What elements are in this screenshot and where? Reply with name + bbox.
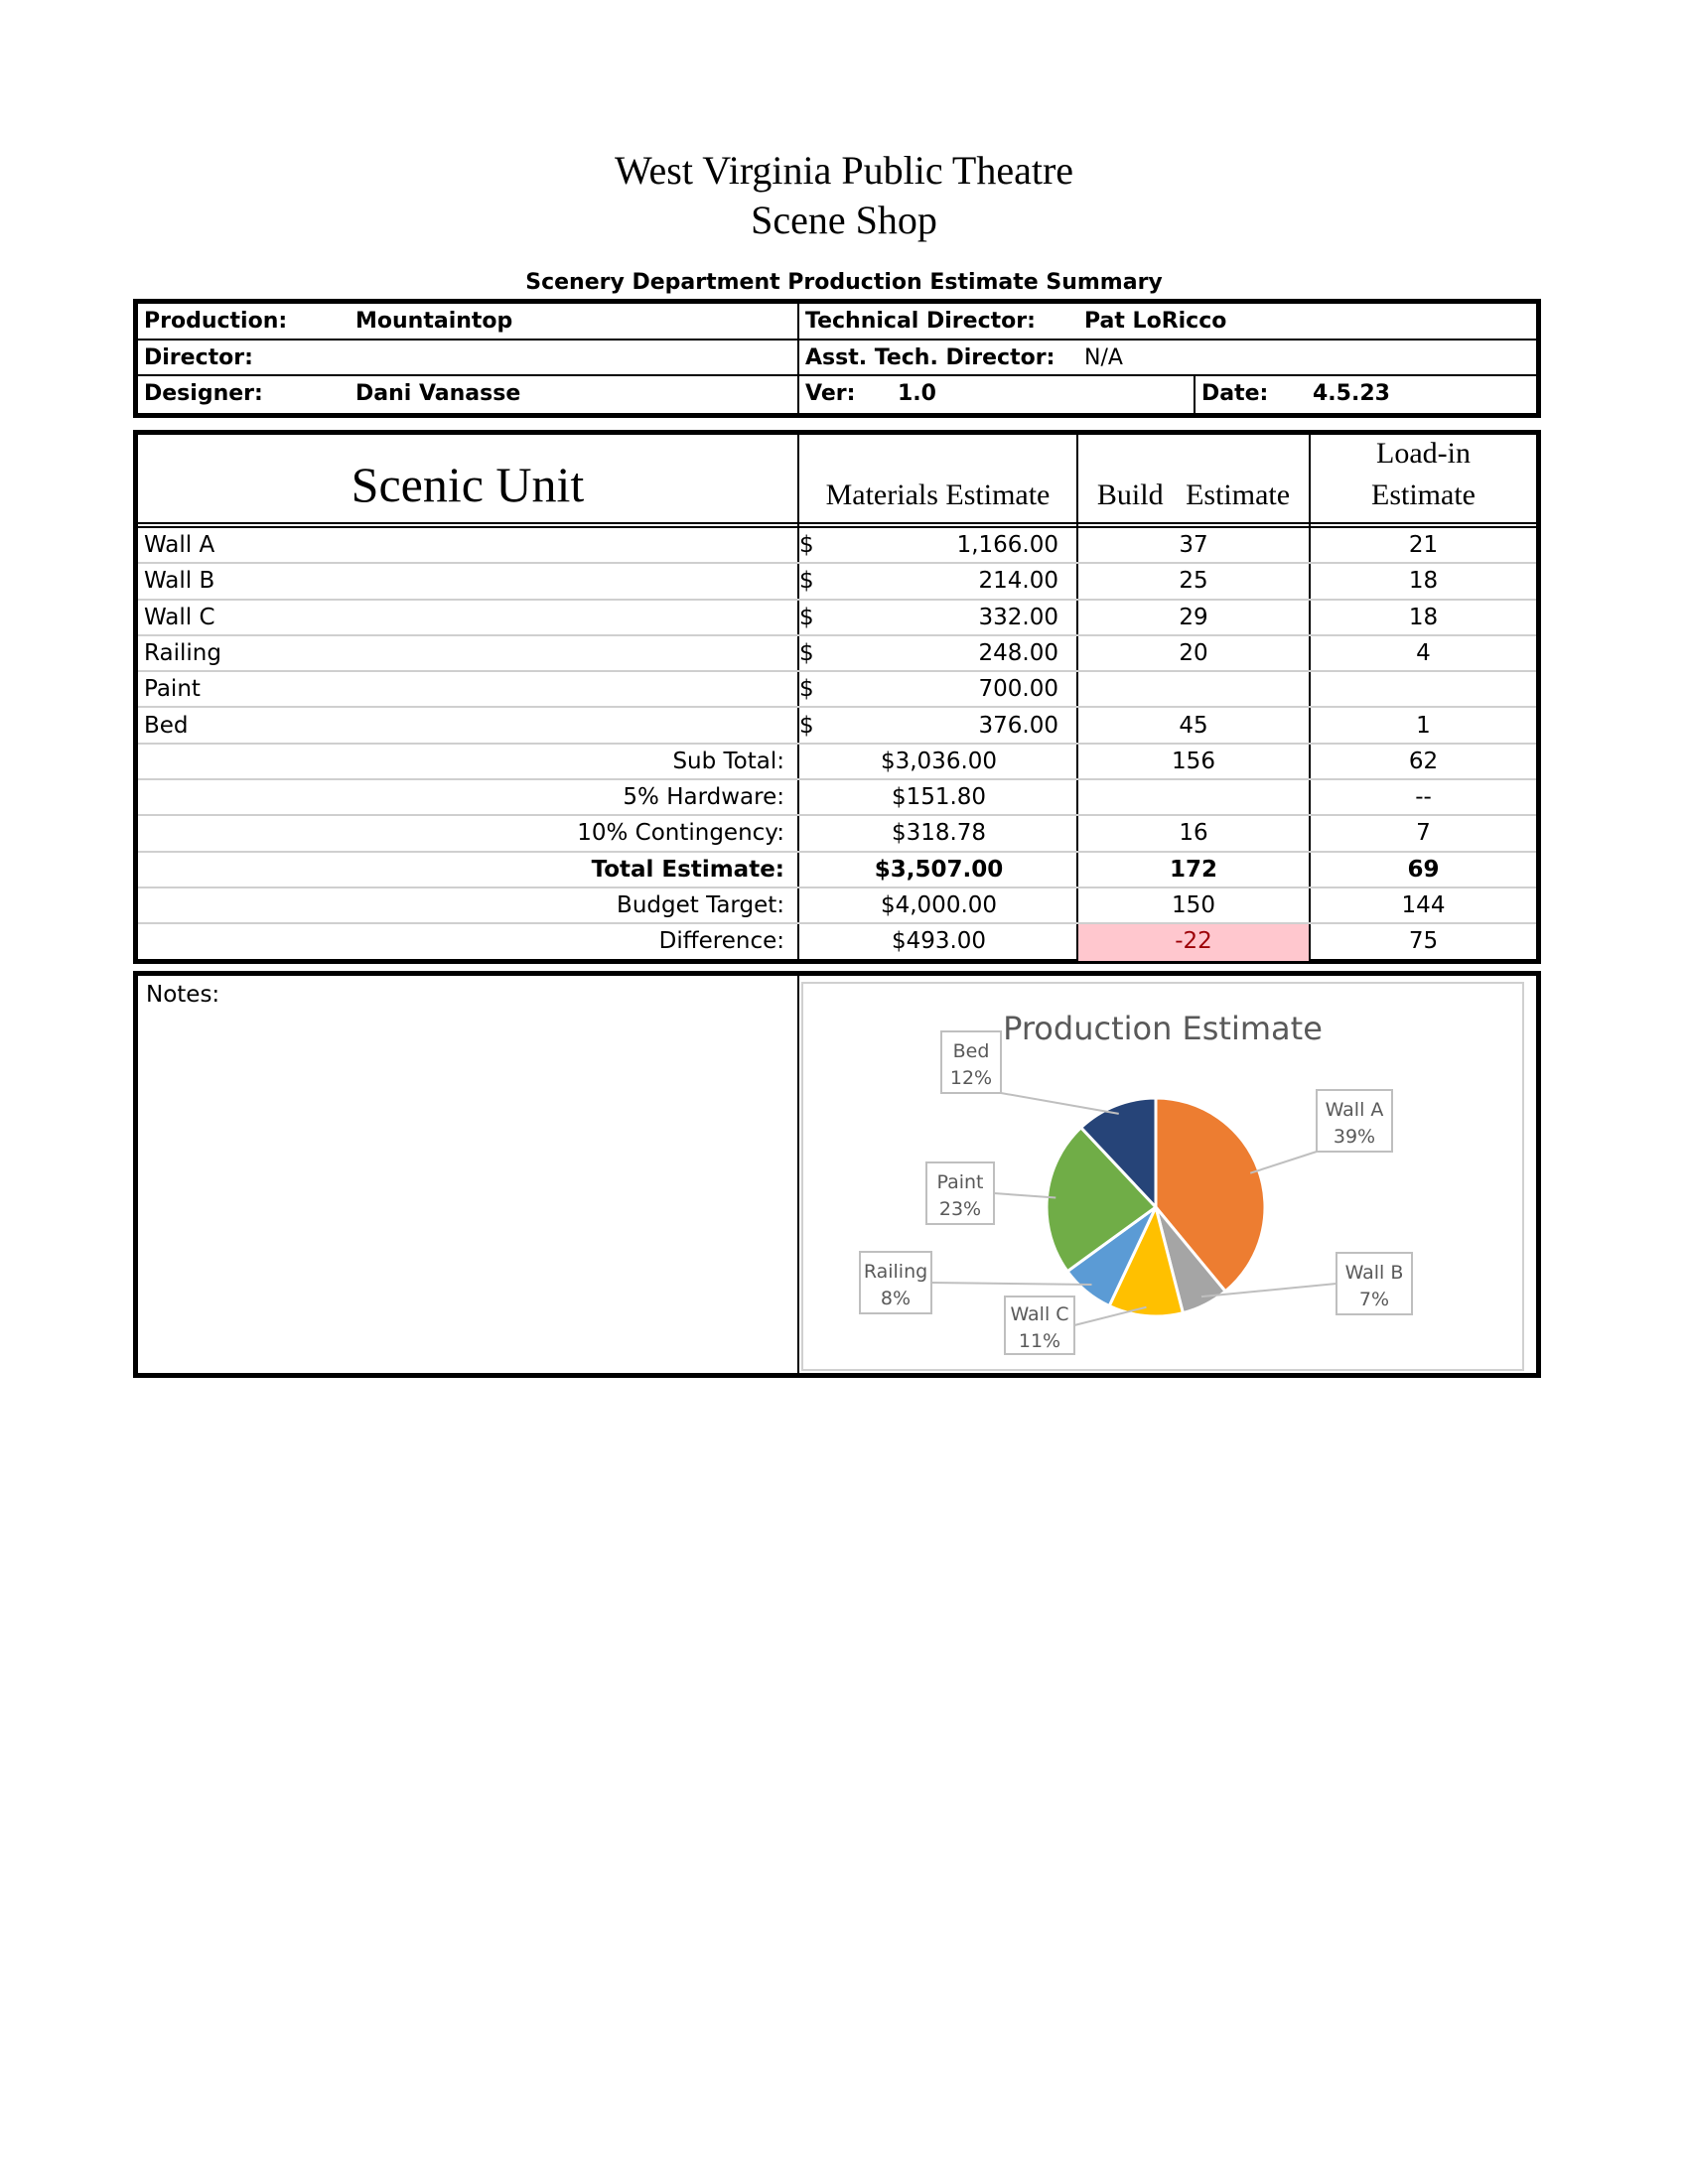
build-value: 45 — [1179, 712, 1208, 739]
materials-value: 1,166.00 — [956, 532, 1058, 558]
production-label: Production: — [144, 309, 288, 334]
build-value: 25 — [1179, 568, 1208, 595]
currency-symbol: $ — [799, 532, 814, 558]
technical-director-label: Technical Director: — [805, 309, 1036, 334]
summary-row-budget — [138, 888, 1536, 924]
director-label: Director: — [144, 344, 253, 370]
build-value: 20 — [1179, 639, 1208, 666]
currency-symbol: $ — [799, 568, 814, 595]
unit-name: Wall B — [144, 568, 215, 595]
summary-row-difference — [138, 924, 1536, 960]
info-row-production — [138, 304, 1536, 341]
summary-label: 5% Hardware: — [623, 784, 784, 811]
summary-label: Total Estimate: — [591, 856, 784, 883]
materials-value: 376.00 — [978, 712, 1058, 739]
shop-title: Scene Shop — [751, 198, 937, 242]
production-value: Mountaintop — [355, 309, 513, 334]
pie-chart — [801, 982, 1524, 1371]
data-label-percent-railing: 8% — [880, 1288, 912, 1309]
data-label-category-wall-c: Wall C — [1010, 1303, 1069, 1325]
loadin-value — [1311, 672, 1536, 706]
pie-chart-svg — [803, 984, 1526, 1373]
org-title: West Virginia Public Theatre — [614, 148, 1074, 193]
materials-value: 214.00 — [978, 568, 1058, 595]
summary-row-contingency — [138, 816, 1536, 852]
data-label-percent-paint: 23% — [938, 1198, 982, 1220]
table-row — [138, 672, 1536, 708]
summary-row-hardware — [138, 780, 1536, 816]
info-row-director — [138, 341, 1536, 377]
data-label-category-railing: Railing — [863, 1261, 928, 1283]
summary-materials: $3,036.00 — [880, 748, 998, 774]
header-materials-estimate: Materials Estimate — [825, 478, 1051, 511]
summary-materials: $493.00 — [891, 928, 987, 955]
build-value — [1078, 672, 1309, 706]
table-row — [138, 528, 1536, 564]
loadin-value: 21 — [1408, 532, 1439, 558]
summary-label: Difference: — [658, 928, 784, 955]
loadin-value: 18 — [1408, 604, 1439, 630]
date-value: 4.5.23 — [1313, 381, 1390, 407]
asst-tech-director-label: Asst. Tech. Director: — [805, 344, 1055, 370]
currency-symbol: $ — [799, 712, 814, 739]
version-value: 1.0 — [898, 381, 936, 407]
summary-row-total — [138, 853, 1536, 888]
data-label-percent-wall-c: 11% — [1018, 1330, 1061, 1352]
summary-build: 172 — [1169, 856, 1217, 883]
summary-loadin: 62 — [1408, 748, 1439, 774]
designer-value: Dani Vanasse — [355, 381, 521, 407]
unit-name: Wall A — [144, 532, 215, 558]
header-scenic-unit: Scenic Unit — [351, 457, 585, 512]
summary-build — [1078, 780, 1309, 814]
summary-loadin: 7 — [1416, 820, 1431, 847]
build-value: 29 — [1179, 604, 1208, 630]
currency-symbol: $ — [799, 639, 814, 666]
notes-label: Notes: — [146, 982, 220, 1008]
version-label: Ver: — [805, 381, 856, 407]
currency-symbol: $ — [799, 604, 814, 630]
data-label-percent-bed: 12% — [949, 1067, 993, 1089]
leader-line-bed — [1001, 1093, 1119, 1114]
summary-build: 150 — [1172, 892, 1215, 918]
summary-loadin: 75 — [1408, 928, 1439, 955]
currency-symbol: $ — [799, 676, 814, 703]
unit-name: Railing — [144, 639, 221, 666]
loadin-value: 1 — [1416, 712, 1431, 739]
header-loadin-line2: Estimate — [1371, 478, 1476, 511]
materials-value: 700.00 — [978, 676, 1058, 703]
data-label-category-wall-a: Wall A — [1325, 1099, 1384, 1121]
info-row-designer — [138, 376, 1536, 413]
header-build-estimate: Build Estimate — [1096, 478, 1291, 511]
loadin-value: 4 — [1416, 639, 1431, 666]
production-info-box — [133, 299, 1541, 418]
designer-label: Designer: — [144, 381, 263, 407]
summary-label: 10% Contingency: — [577, 820, 784, 847]
table-row — [138, 709, 1536, 745]
summary-row-subtotal — [138, 745, 1536, 780]
table-row — [138, 564, 1536, 600]
header-loadin-line1: Load-in — [1376, 437, 1471, 470]
estimate-table — [133, 430, 1541, 964]
summary-loadin: -- — [1415, 784, 1432, 811]
summary-build: 156 — [1172, 748, 1215, 774]
summary-materials: $3,507.00 — [874, 856, 1004, 883]
summary-build-negative: -22 — [1175, 928, 1212, 955]
date-label: Date: — [1201, 381, 1269, 407]
data-label-percent-wall-b: 7% — [1358, 1289, 1390, 1310]
materials-value: 332.00 — [978, 604, 1058, 630]
data-label-category-bed: Bed — [952, 1040, 990, 1062]
loadin-value: 18 — [1408, 568, 1439, 595]
summary-build: 16 — [1179, 820, 1208, 847]
summary-materials: $4,000.00 — [880, 892, 998, 918]
table-row — [138, 601, 1536, 636]
leader-line-wall-a — [1250, 1152, 1317, 1173]
data-label-category-wall-b: Wall B — [1344, 1262, 1404, 1284]
summary-materials: $318.78 — [891, 820, 987, 847]
leader-line-wall-c — [1074, 1307, 1146, 1325]
unit-name: Wall C — [144, 604, 215, 630]
summary-materials: $151.80 — [891, 784, 987, 811]
technical-director-value: Pat LoRicco — [1084, 309, 1227, 334]
chart-title: Production Estimate — [1003, 1010, 1323, 1047]
unit-name: Paint — [144, 676, 201, 703]
form-title: Scenery Department Production Estimate Summary — [525, 270, 1163, 295]
build-value: 37 — [1179, 532, 1208, 558]
table-row — [138, 636, 1536, 672]
data-label-percent-wall-a: 39% — [1333, 1126, 1376, 1148]
asst-tech-director-value: N/A — [1084, 344, 1123, 370]
summary-label: Sub Total: — [672, 748, 784, 774]
data-label-category-paint: Paint — [936, 1171, 984, 1193]
summary-label: Budget Target: — [617, 892, 784, 918]
notes-chart-box — [133, 971, 1541, 1378]
summary-loadin: 144 — [1401, 892, 1446, 918]
leader-line-railing — [931, 1283, 1091, 1285]
unit-name: Bed — [144, 712, 189, 739]
materials-value: 248.00 — [978, 639, 1058, 666]
summary-loadin: 69 — [1407, 856, 1440, 883]
